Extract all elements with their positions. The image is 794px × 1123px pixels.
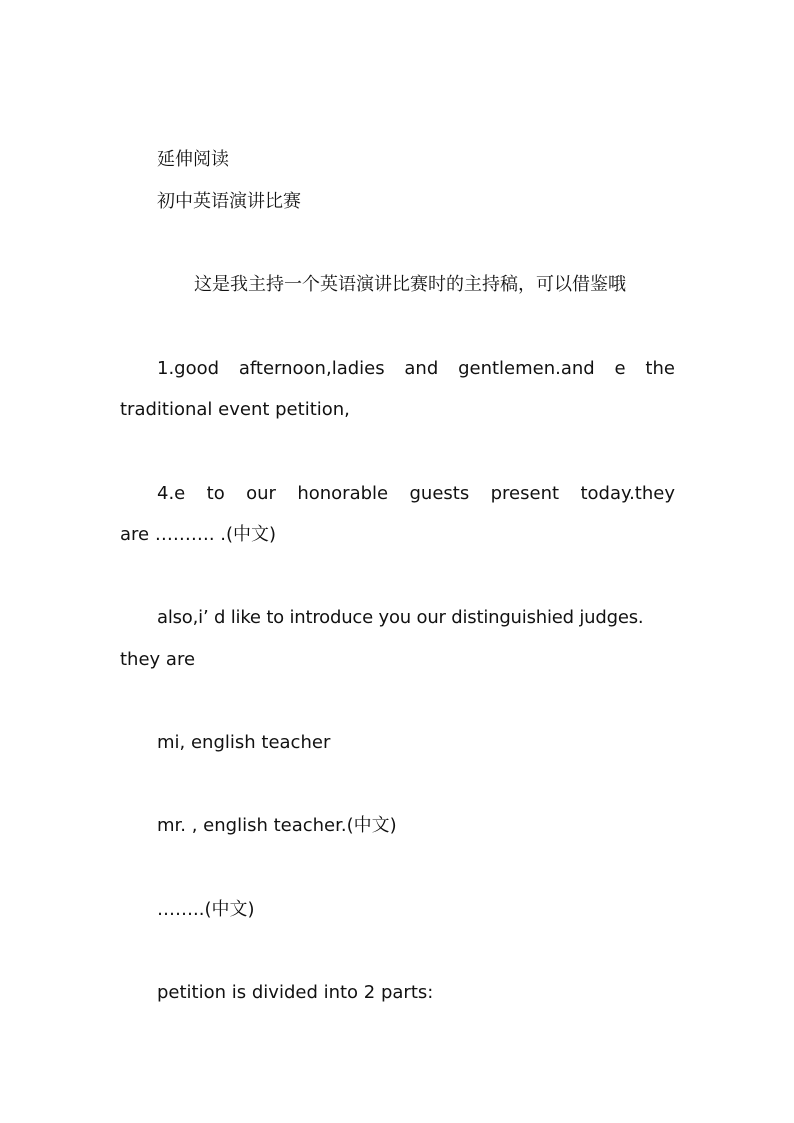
- paragraph-3-line-1: also,i’ d like to introduce you our distinguishied judges.: [157, 607, 644, 628]
- word: e: [614, 358, 626, 379]
- word: guests: [409, 483, 470, 504]
- paragraph-5: mr. , english teacher.(中文): [157, 815, 397, 836]
- paragraph-3-line-2: they are: [120, 649, 196, 670]
- paragraph-4: mi, english teacher: [157, 732, 331, 753]
- word: 1.good: [157, 358, 220, 379]
- paragraph-1-line-1: [157, 357, 675, 381]
- word: gentlemen.and: [458, 358, 595, 379]
- word: honorable: [297, 483, 389, 504]
- word: 4.e: [157, 483, 186, 504]
- word: to: [206, 483, 225, 504]
- word: present: [490, 483, 560, 504]
- heading-extended-reading: 延伸阅读: [157, 149, 229, 170]
- word: today.they: [580, 483, 675, 504]
- paragraph-1-line-2: traditional event petition,: [120, 399, 350, 420]
- word: the: [645, 358, 675, 379]
- intro-paragraph: 这是我主持一个英语演讲比赛时的主持稿，可以借鉴哦: [194, 274, 626, 295]
- word: afternoon,ladies: [238, 358, 385, 379]
- paragraph-2-line-1: [157, 482, 675, 506]
- paragraph-7: petition is divided into 2 parts:: [157, 982, 434, 1003]
- paragraph-2-line-2: are ………. .(中文): [120, 524, 277, 545]
- heading-speech-contest: 初中英语演讲比赛: [157, 191, 301, 212]
- paragraph-6: ……..(中文): [157, 899, 255, 920]
- word: our: [246, 483, 276, 504]
- word: and: [404, 358, 439, 379]
